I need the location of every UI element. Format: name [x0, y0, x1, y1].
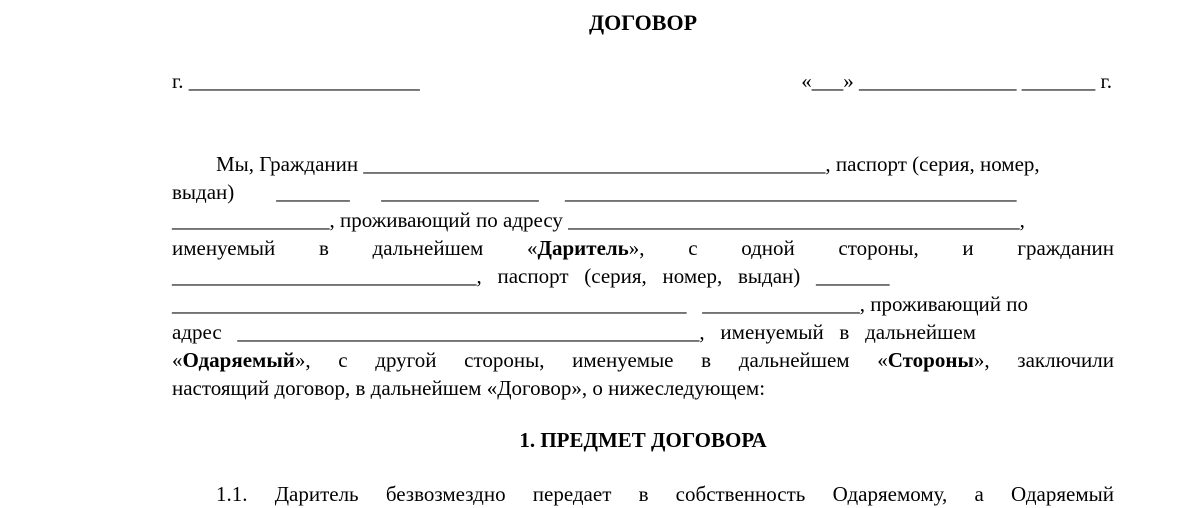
- preamble-line-8: [172, 346, 1114, 374]
- place-field: г. ______________________: [172, 69, 420, 93]
- preamble-line-2: выдан) _______ _______________ ___________________________________________: [172, 180, 1017, 204]
- donee-term: Одаряемый: [182, 348, 295, 372]
- preamble-line-4: [172, 234, 1114, 262]
- clause-1-1: 1.1. Даритель безвозмездно передает в собственность Одаряемому, а Одаряемый: [216, 482, 1114, 506]
- preamble-line-7: адрес ____________________________________________, именуемый в дальнейшем: [172, 320, 976, 344]
- preamble-text: », с другой стороны, именуемые в дальнейшем «: [294, 348, 888, 372]
- preamble-line-9: настоящий договор, в дальнейшем «Договор», о нижеследующем:: [172, 376, 766, 400]
- preamble-line-1: Мы, Гражданин ____________________________________________, паспорт (серия, номер,: [216, 152, 1040, 176]
- date-field: «___» _______________ _______ г.: [801, 69, 1112, 93]
- preamble-text: », заключили: [973, 348, 1114, 372]
- document-title: ДОГОВОР: [588, 10, 698, 35]
- preamble-line-3: _______________, проживающий по адресу ___________________________________________,: [172, 208, 1025, 232]
- donor-term: Даритель: [537, 236, 629, 260]
- preamble-text: именуемый в дальнейшем «: [172, 236, 538, 260]
- preamble-line-5: _____________________________, паспорт (серия, номер, выдан) _______: [172, 264, 890, 288]
- preamble-text: «: [172, 348, 183, 372]
- section-1-heading: 1. ПРЕДМЕТ ДОГОВОРА: [519, 428, 767, 452]
- place-date-row: [172, 66, 1112, 96]
- parties-term: Стороны: [887, 348, 974, 372]
- preamble-text: », с одной стороны, и гражданин: [628, 236, 1114, 260]
- preamble-line-6: _________________________________________________ _______________, проживающий по: [172, 292, 1028, 316]
